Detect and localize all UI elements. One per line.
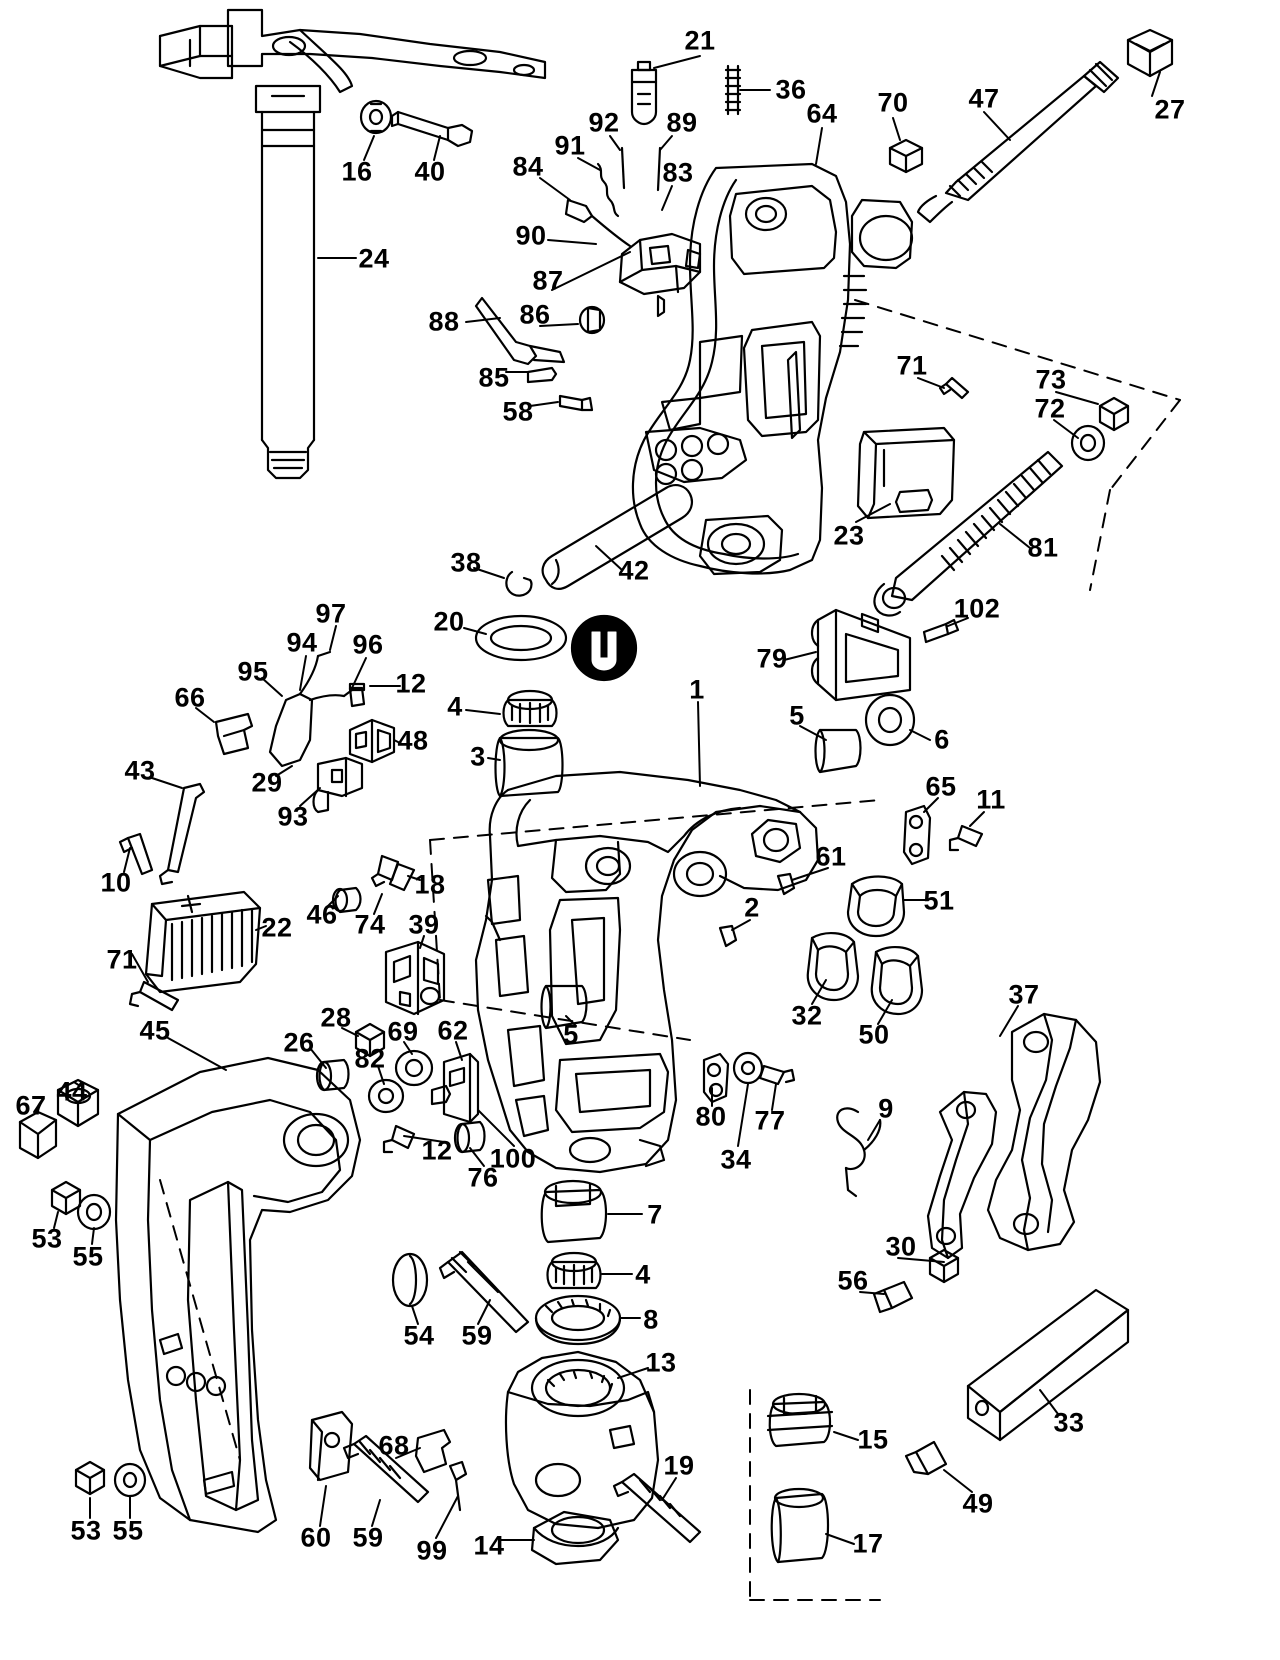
callout-number-13: 13 [645, 1347, 677, 1378]
part-15-bushing [768, 1394, 832, 1446]
callout-number-102: 102 [953, 593, 1001, 624]
part-33-bar [968, 1290, 1128, 1440]
callout-number-74: 74 [354, 909, 386, 940]
part-87-screw [658, 296, 664, 316]
callout-number-53: 53 [31, 1223, 63, 1254]
callout-number-2: 2 [744, 892, 760, 923]
callout-number-24: 24 [358, 243, 390, 274]
part-99-pin [450, 1462, 466, 1510]
callout-number-21: 21 [684, 25, 716, 56]
part-73-nut [1100, 398, 1128, 430]
part-9-spring [837, 1108, 880, 1196]
callout-number-92: 92 [588, 107, 620, 138]
part-4-bearing-lower [548, 1253, 601, 1288]
callout-number-86: 86 [519, 299, 551, 330]
callout-number-79: 79 [756, 643, 788, 674]
callout-number-36: 36 [775, 74, 807, 105]
callout-number-85: 85 [478, 362, 510, 393]
part-91-spring [598, 164, 618, 216]
callout-number-93: 93 [277, 801, 309, 832]
callout-number-55: 55 [72, 1241, 104, 1272]
callout-number-29: 29 [251, 767, 283, 798]
callout-number-72: 72 [1034, 393, 1066, 424]
part-24-steering-tube [160, 10, 545, 478]
callout-number-80: 80 [695, 1101, 727, 1132]
part-8-bearing [536, 1296, 620, 1344]
part-92-rod [622, 148, 624, 188]
callout-number-18: 18 [414, 869, 446, 900]
part-58-screw [560, 396, 592, 410]
part-48-connector [350, 720, 394, 762]
callout-number-12: 12 [421, 1135, 453, 1166]
part-3-bushing [496, 730, 563, 796]
part-60-plate [310, 1412, 352, 1480]
callout-number-43: 43 [124, 755, 156, 786]
part-45-stern-bracket [116, 1058, 360, 1532]
part-42-pin [543, 485, 692, 589]
callout-number-26: 26 [283, 1027, 315, 1058]
callout-number-40: 40 [414, 156, 446, 187]
part-53-washer-upper [52, 1182, 80, 1214]
part-4-bearing-upper [504, 691, 557, 726]
callout-number-64: 64 [806, 98, 838, 129]
callout-number-8: 8 [643, 1304, 659, 1335]
part-55-washer-lower [115, 1464, 145, 1496]
part-50-bearing-half [872, 947, 922, 1014]
callout-number-55: 55 [112, 1515, 144, 1546]
callout-number-71: 71 [896, 350, 928, 381]
part-66-clip [216, 714, 252, 754]
part-95-97-94-wire [270, 652, 352, 766]
part-62-bracket [444, 1054, 478, 1122]
callout-number-81: 81 [1027, 532, 1059, 563]
part-82-washer [369, 1080, 403, 1112]
callout-number-3: 3 [470, 741, 486, 772]
callout-number-97: 97 [315, 598, 347, 629]
callout-number-84: 84 [512, 151, 544, 182]
callout-number-51: 51 [923, 885, 955, 916]
part-70-nut [890, 140, 922, 172]
part-12-screw-lower [384, 1126, 414, 1152]
callout-number-45: 45 [139, 1015, 171, 1046]
callout-number-54: 54 [403, 1320, 435, 1351]
callout-number-83: 83 [662, 157, 694, 188]
part-19-bolt [614, 1474, 700, 1542]
part-90-lever [566, 200, 630, 246]
part-11-screw [950, 826, 982, 850]
callout-number-48: 48 [397, 725, 429, 756]
callout-number-47: 47 [968, 83, 1000, 114]
part-65-bracket [904, 806, 930, 864]
callout-number-87: 87 [532, 265, 564, 296]
callout-number-22: 22 [261, 912, 293, 943]
callout-number-20: 20 [433, 606, 465, 637]
part-85-pin [528, 368, 556, 382]
callout-number-28: 28 [320, 1002, 352, 1033]
callout-number-77: 77 [754, 1105, 786, 1136]
part-43-rod [160, 784, 204, 884]
callout-number-5: 5 [789, 700, 805, 731]
callout-number-82: 82 [354, 1043, 386, 1074]
callout-number-59: 59 [352, 1522, 384, 1553]
part-7-bushing [542, 1181, 606, 1242]
callout-number-32: 32 [791, 1000, 823, 1031]
callout-number-39: 39 [408, 909, 440, 940]
callout-number-38: 38 [450, 547, 482, 578]
part-55-washer-upper [78, 1195, 110, 1229]
callout-number-70: 70 [877, 87, 909, 118]
callout-number-17: 17 [852, 1528, 884, 1559]
callout-number-67: 67 [15, 1090, 47, 1121]
callout-number-50: 50 [858, 1019, 890, 1050]
callout-number-19: 19 [663, 1450, 695, 1481]
callout-number-94: 94 [286, 627, 318, 658]
callout-number-4: 4 [447, 691, 463, 722]
callout-number-99: 99 [416, 1535, 448, 1566]
part-80-bracket [704, 1054, 728, 1102]
part-14-nut [532, 1512, 618, 1564]
part-69-washer [396, 1051, 432, 1085]
part-56-bolt [874, 1282, 912, 1312]
callout-number-23: 23 [833, 520, 865, 551]
callout-number-44: 44 [56, 1076, 88, 1107]
callout-number-53: 53 [70, 1515, 102, 1546]
callout-number-16: 16 [341, 156, 373, 187]
callout-number-59: 59 [461, 1320, 493, 1351]
callout-number-15: 15 [857, 1424, 889, 1455]
part-71-screw-lower [130, 982, 178, 1010]
callout-number-90: 90 [515, 220, 547, 251]
callout-number-56: 56 [837, 1265, 869, 1296]
callout-number-46: 46 [306, 899, 338, 930]
callout-number-14: 14 [473, 1530, 505, 1561]
callout-number-34: 34 [720, 1144, 752, 1175]
callout-number-4: 4 [635, 1259, 651, 1290]
part-93-switch [314, 758, 363, 812]
callout-number-73: 73 [1035, 364, 1067, 395]
part-34-washer [734, 1053, 762, 1083]
callout-number-60: 60 [300, 1522, 332, 1553]
part-6-washer [866, 695, 914, 745]
callout-number-66: 66 [174, 682, 206, 713]
part-86-bushing [580, 307, 604, 333]
part-51-bearing-half [848, 877, 904, 937]
callout-number-58: 58 [502, 396, 534, 427]
callout-number-6: 6 [934, 724, 950, 755]
callout-number-10: 10 [100, 867, 132, 898]
callout-number-33: 33 [1053, 1407, 1085, 1438]
part-32-bearing-half [808, 933, 858, 1000]
callout-number-30: 30 [885, 1231, 917, 1262]
callout-number-69: 69 [387, 1016, 419, 1047]
part-36-spring [726, 66, 740, 114]
part-5-bushing-right [816, 730, 861, 772]
callout-number-100: 100 [489, 1143, 537, 1174]
part-79-clamp [812, 610, 910, 700]
callout-number-27: 27 [1154, 94, 1186, 125]
part-89-rod [658, 148, 660, 190]
callout-number-65: 65 [925, 771, 957, 802]
callout-number-12: 12 [395, 668, 427, 699]
callout-number-95: 95 [237, 656, 269, 687]
callout-number-89: 89 [666, 107, 698, 138]
part-53-washer-lower [76, 1462, 104, 1494]
part-37-bracket [928, 1014, 1100, 1258]
callout-number-61: 61 [815, 841, 847, 872]
part-49-screw [906, 1442, 946, 1474]
callout-number-68: 68 [378, 1430, 410, 1461]
part-100-pin [432, 1086, 450, 1104]
part-20-seal [476, 616, 566, 660]
callout-number-91: 91 [554, 130, 586, 161]
icon-detail-bubble [572, 616, 636, 680]
part-40-bolt [392, 112, 472, 146]
callout-number-5: 5 [563, 1019, 579, 1050]
callout-number-71: 71 [106, 944, 138, 975]
part-23-cover [858, 428, 954, 518]
part-27-nut [1128, 30, 1172, 76]
callout-number-37: 37 [1008, 979, 1040, 1010]
part-22-anode [146, 892, 260, 992]
callout-number-7: 7 [647, 1199, 663, 1230]
callout-number-42: 42 [618, 555, 650, 586]
part-16-washer [361, 101, 391, 133]
callout-number-62: 62 [437, 1015, 469, 1046]
callout-number-9: 9 [878, 1093, 894, 1124]
part-17-bushing [772, 1489, 828, 1562]
callout-number-11: 11 [976, 784, 1006, 815]
part-77-screw [760, 1066, 794, 1084]
part-83-bracket [620, 234, 700, 294]
part-54-cover [393, 1254, 427, 1306]
callout-number-96: 96 [352, 629, 384, 660]
callout-number-76: 76 [467, 1162, 499, 1193]
part-38-clip [506, 572, 531, 596]
part-68-clip [416, 1430, 450, 1472]
callout-number-1: 1 [689, 674, 705, 705]
part-21-plug [632, 62, 656, 124]
part-47-tilt-rod [918, 62, 1118, 222]
part-39-block [386, 942, 444, 1014]
callout-number-88: 88 [428, 306, 460, 337]
part-13-mount [506, 1352, 658, 1528]
callout-number-49: 49 [962, 1488, 994, 1519]
part-72-washer [1072, 426, 1104, 460]
